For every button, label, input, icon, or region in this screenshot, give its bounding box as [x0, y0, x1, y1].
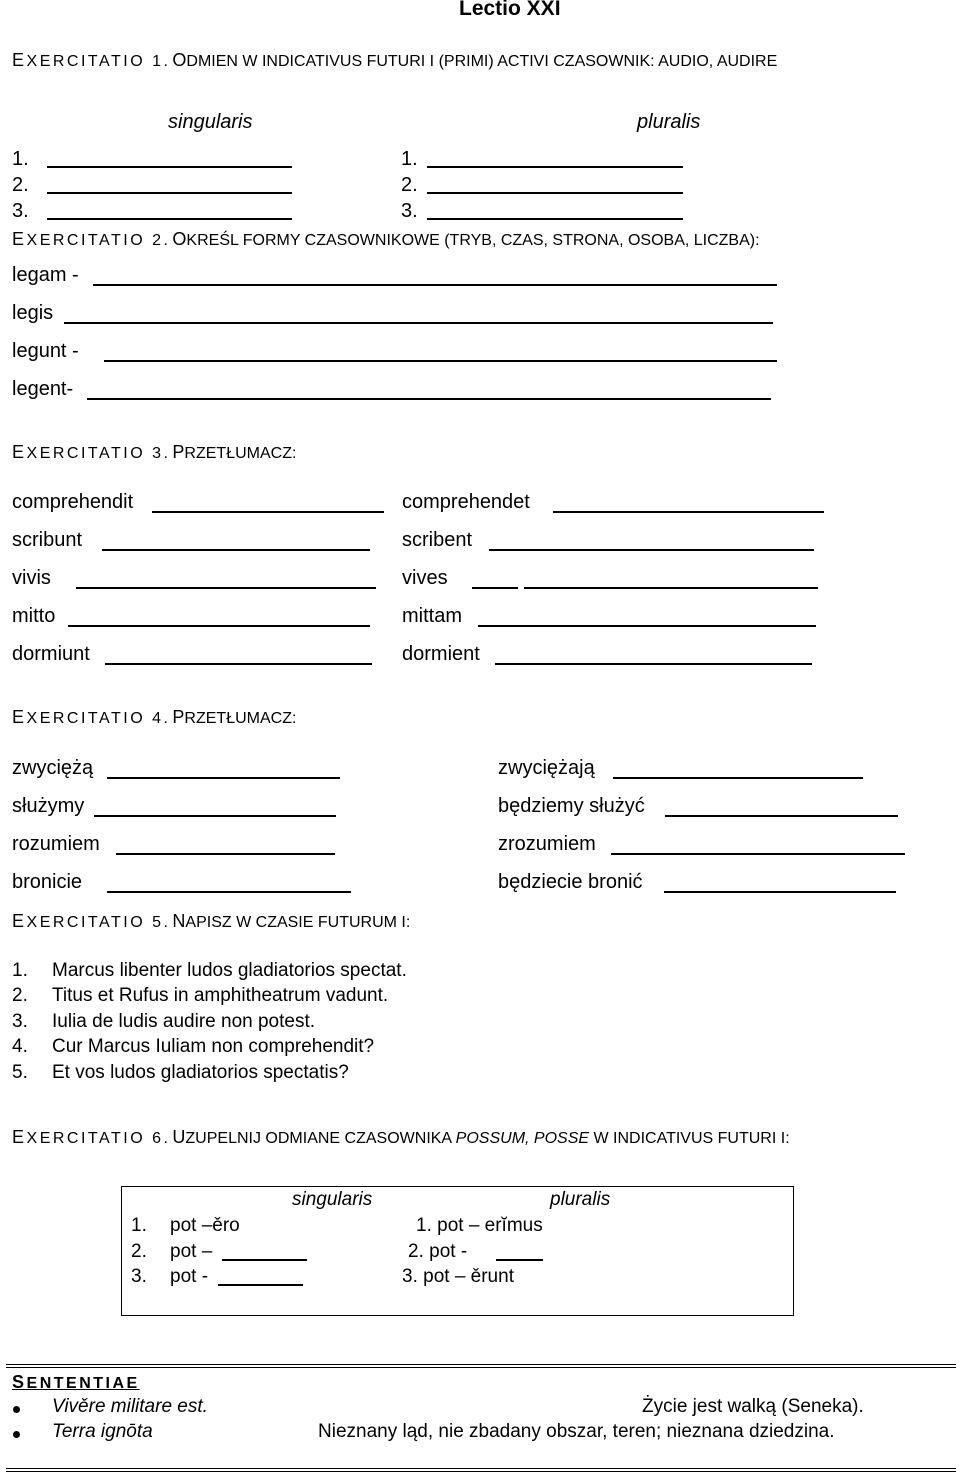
answer-blank[interactable]: [664, 891, 896, 893]
divider-bottom: [6, 1471, 956, 1472]
answer-blank[interactable]: [496, 1259, 543, 1261]
answer-blank[interactable]: [427, 166, 683, 168]
conjugation-form: pot -: [170, 1266, 209, 1287]
answer-blank[interactable]: [524, 587, 818, 589]
bullet-icon: [13, 1431, 20, 1438]
sentence-number: 1.: [12, 960, 28, 981]
answer-blank[interactable]: [93, 284, 777, 286]
sentence: Titus et Rufus in amphitheatrum vadunt.: [52, 985, 389, 1006]
word-label: będziemy służyć: [498, 795, 645, 817]
answer-blank[interactable]: [665, 815, 898, 817]
exercise-4-heading: EXERCITATIO 4. PRZETŁUMACZ:: [12, 707, 297, 727]
word-label: zwyciężają: [498, 757, 595, 779]
column-header-singularis: singularis: [292, 1189, 373, 1210]
row-number: 1.: [131, 1215, 147, 1236]
answer-blank[interactable]: [222, 1259, 307, 1261]
answer-blank[interactable]: [47, 218, 292, 220]
answer-blank[interactable]: [553, 511, 824, 513]
row-number: 3.: [131, 1266, 147, 1287]
answer-blank[interactable]: [107, 777, 340, 779]
answer-blank[interactable]: [47, 166, 292, 168]
word-label: służymy: [12, 795, 85, 817]
page-title: Lectio XXI: [459, 0, 561, 20]
column-header-pluralis: pluralis: [550, 1189, 611, 1210]
word-label: comprehendet: [402, 491, 530, 513]
word-label: będziecie bronić: [498, 871, 643, 893]
conjugation-form: 1. pot – erĭmus: [416, 1215, 543, 1236]
word-label: dormient: [402, 643, 480, 665]
answer-blank[interactable]: [102, 549, 370, 551]
answer-blank[interactable]: [478, 625, 816, 627]
exercise-5-heading: EXERCITATIO 5. NAPISZ W CZASIE FUTURUM I:: [12, 911, 411, 931]
verb-form-label: legis: [12, 302, 54, 324]
sententiae-heading: SENTENTIAE: [12, 1372, 140, 1392]
conjugation-form: pot –ěro: [170, 1215, 240, 1236]
divider-top: [6, 1364, 956, 1365]
answer-blank[interactable]: [68, 625, 370, 627]
answer-blank[interactable]: [76, 587, 376, 589]
answer-blank[interactable]: [489, 549, 814, 551]
word-label: vivis: [12, 567, 51, 589]
word-label: vives: [402, 567, 448, 589]
verb-form-label: legent-: [12, 378, 74, 400]
sentence-number: 3.: [12, 1011, 28, 1032]
sentence: Marcus libenter ludos gladiatorios spectat.: [52, 960, 407, 981]
answer-blank[interactable]: [152, 511, 384, 513]
answer-blank[interactable]: [105, 663, 372, 665]
latin-phrase: Terra ignōta: [52, 1421, 153, 1442]
divider-bottom: [6, 1468, 956, 1469]
divider-top: [6, 1367, 956, 1368]
bullet-icon: [13, 1406, 20, 1413]
answer-blank[interactable]: [427, 192, 683, 194]
verb-form-label: legunt -: [12, 340, 79, 362]
verb-form-label: legam -: [12, 264, 79, 286]
answer-blank[interactable]: [427, 218, 683, 220]
row-number: 2.: [401, 174, 418, 196]
word-label: dormiunt: [12, 643, 90, 665]
word-label: mitto: [12, 605, 56, 627]
conjugation-form: pot –: [170, 1241, 213, 1262]
answer-blank[interactable]: [94, 815, 336, 817]
sentence-number: 4.: [12, 1036, 28, 1057]
exercise-1-heading: EXERCITATIO 1. ODMIEN W INDICATIVUS FUTURI I (PRIMI) ACTIVI CZASOWNIK: AUDIO, AUDIRE: [12, 50, 778, 70]
answer-blank[interactable]: [116, 853, 335, 855]
column-header-singularis: singularis: [168, 111, 253, 133]
sentence-number: 2.: [12, 985, 28, 1006]
word-label: zwyciężą: [12, 757, 94, 779]
sentence: Iulia de ludis audire non potest.: [52, 1011, 316, 1032]
word-label: mittam: [402, 605, 462, 627]
row-number: 3.: [401, 200, 418, 222]
answer-blank[interactable]: [613, 777, 863, 779]
answer-blank[interactable]: [218, 1284, 303, 1286]
row-number: 3.: [12, 200, 29, 222]
sentence: Et vos ludos gladiatorios spectatis?: [52, 1062, 349, 1083]
row-number: 2.: [131, 1241, 147, 1262]
word-label: comprehendit: [12, 491, 134, 513]
word-label: zrozumiem: [498, 833, 596, 855]
word-label: rozumiem: [12, 833, 100, 855]
answer-blank[interactable]: [107, 891, 351, 893]
row-number: 2.: [12, 174, 29, 196]
word-label: scribent: [402, 529, 473, 551]
latin-phrase: Vivěre militare est.: [52, 1396, 208, 1417]
answer-blank[interactable]: [472, 587, 518, 589]
answer-blank[interactable]: [64, 322, 773, 324]
answer-blank[interactable]: [47, 192, 292, 194]
conjugation-form: 3. pot – ěrunt: [402, 1266, 514, 1287]
row-number: 1.: [401, 148, 418, 170]
conjugation-form: 2. pot -: [408, 1241, 468, 1262]
polish-translation: Nieznany ląd, nie zbadany obszar, teren; nieznana dziedzina.: [318, 1421, 835, 1442]
polish-translation: Życie jest walką (Seneka).: [642, 1396, 864, 1417]
answer-blank[interactable]: [104, 360, 777, 362]
sentence-number: 5.: [12, 1062, 28, 1083]
exercise-3-heading: EXERCITATIO 3. PRZETŁUMACZ:: [12, 442, 297, 462]
word-label: bronicie: [12, 871, 83, 893]
answer-blank[interactable]: [87, 398, 771, 400]
exercise-6-heading: EXERCITATIO 6. UZUPELNIJ ODMIANE CZASOWNIKA POSSUM, POSSE W INDICATIVUS FUTURI I:: [12, 1127, 790, 1147]
column-header-pluralis: pluralis: [637, 111, 701, 133]
row-number: 1.: [12, 148, 29, 170]
sentence: Cur Marcus Iuliam non comprehendit?: [52, 1036, 375, 1057]
word-label: scribunt: [12, 529, 83, 551]
exercise-2-heading: EXERCITATIO 2. OKREŚL FORMY CZASOWNIKOWE (TRYB, CZAS, STRONA, OSOBA, LICZBA):: [12, 229, 760, 249]
answer-blank[interactable]: [495, 663, 812, 665]
answer-blank[interactable]: [611, 853, 905, 855]
